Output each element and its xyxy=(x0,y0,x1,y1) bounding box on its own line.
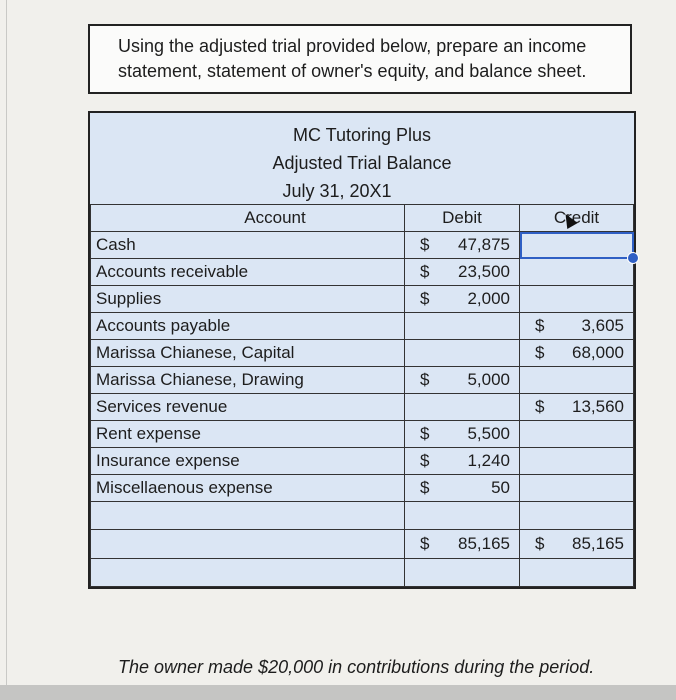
debit-cell-currency: $ xyxy=(420,478,430,497)
credit-cell-currency: $ xyxy=(535,343,545,362)
account-cell[interactable]: Marissa Chianese, Drawing xyxy=(91,367,405,394)
bottom-scrollbar[interactable] xyxy=(0,685,676,700)
account-cell[interactable]: Insurance expense xyxy=(91,448,405,475)
header-row xyxy=(91,205,634,232)
debit-cell-value: 50 xyxy=(491,478,510,497)
account-cell[interactable] xyxy=(91,530,405,559)
debit-cell-value: 5,500 xyxy=(467,424,510,443)
debit-cell[interactable] xyxy=(405,475,520,502)
table-row xyxy=(91,313,634,340)
instructions-box xyxy=(88,24,632,94)
debit-cell[interactable] xyxy=(405,394,520,421)
table-row xyxy=(91,340,634,367)
credit-cell[interactable] xyxy=(520,394,634,421)
credit-cell[interactable] xyxy=(520,448,634,475)
table-row xyxy=(91,475,634,502)
debit-cell[interactable] xyxy=(405,313,520,340)
debit-cell-currency: $ xyxy=(420,451,430,470)
account-cell[interactable]: Supplies xyxy=(91,286,405,313)
header-account[interactable]: Account xyxy=(91,205,405,232)
debit-cell-currency: $ xyxy=(420,262,430,281)
total-credit-cell[interactable] xyxy=(520,530,634,559)
table-row xyxy=(91,367,634,394)
sheet-title xyxy=(90,113,634,204)
debit-cell[interactable] xyxy=(405,340,520,367)
total-debit-cell-currency: $ xyxy=(420,534,430,553)
table-row xyxy=(91,394,634,421)
credit-cell[interactable] xyxy=(520,475,634,502)
company-name: MC Tutoring Plus xyxy=(292,125,432,145)
debit-cell[interactable] xyxy=(405,286,520,313)
total-debit-cell-value: 85,165 xyxy=(458,534,510,553)
account-cell[interactable]: Marissa Chianese, Capital xyxy=(91,340,405,367)
table-row xyxy=(91,259,634,286)
credit-cell[interactable] xyxy=(520,340,634,367)
debit-cell-currency: $ xyxy=(420,235,430,254)
table-row xyxy=(91,421,634,448)
debit-cell-value: 1,240 xyxy=(467,451,510,470)
table-row xyxy=(91,232,634,259)
total-debit-cell[interactable] xyxy=(405,530,520,559)
debit-cell-value: 23,500 xyxy=(458,262,510,281)
debit-cell-value: 2,000 xyxy=(467,289,510,308)
credit-cell[interactable] xyxy=(520,502,634,530)
credit-cell[interactable] xyxy=(520,232,634,259)
instructions-line-2: statement, statement of owner's equity, and balance sheet. xyxy=(118,61,587,81)
credit-cell-currency: $ xyxy=(535,316,545,335)
totals-row xyxy=(91,530,634,559)
credit-cell-currency: $ xyxy=(535,397,545,416)
credit-cell[interactable] xyxy=(520,421,634,448)
debit-cell-value: 5,000 xyxy=(467,370,510,389)
table-row xyxy=(91,286,634,313)
account-cell[interactable]: Rent expense xyxy=(91,421,405,448)
blank-row xyxy=(91,502,634,530)
credit-cell-value: 68,000 xyxy=(572,343,624,362)
account-cell[interactable] xyxy=(91,559,405,587)
credit-cell[interactable] xyxy=(520,367,634,394)
credit-cell[interactable] xyxy=(520,313,634,340)
debit-cell[interactable] xyxy=(405,502,520,530)
account-cell[interactable]: Cash xyxy=(91,232,405,259)
header-credit[interactable]: Credit xyxy=(520,205,634,232)
credit-cell[interactable] xyxy=(520,559,634,587)
account-cell[interactable]: Miscellaenous expense xyxy=(91,475,405,502)
credit-cell[interactable] xyxy=(520,286,634,313)
report-name: Adjusted Trial Balance xyxy=(272,153,452,173)
blank-row xyxy=(91,559,634,587)
fill-handle[interactable] xyxy=(627,252,639,264)
account-cell[interactable]: Accounts payable xyxy=(91,313,405,340)
instructions-line-1: Using the adjusted trial provided below, prepare an income xyxy=(118,36,587,56)
debit-cell-currency: $ xyxy=(420,370,430,389)
debit-cell[interactable] xyxy=(405,232,520,259)
account-cell[interactable] xyxy=(91,502,405,530)
contribution-note: The owner made $20,000 in contributions during the period. xyxy=(118,657,595,677)
debit-cell[interactable] xyxy=(405,559,520,587)
credit-cell-value: 3,605 xyxy=(581,316,624,335)
table-row xyxy=(91,448,634,475)
credit-cell[interactable] xyxy=(520,259,634,286)
screen-edge-line xyxy=(6,0,7,700)
debit-cell[interactable] xyxy=(405,259,520,286)
debit-cell-currency: $ xyxy=(420,424,430,443)
header-debit[interactable]: Debit xyxy=(405,205,520,232)
debit-cell[interactable] xyxy=(405,367,520,394)
report-date: July 31, 20X1 xyxy=(282,181,392,201)
total-credit-cell-currency: $ xyxy=(535,534,545,553)
debit-cell[interactable] xyxy=(405,448,520,475)
debit-cell[interactable] xyxy=(405,421,520,448)
trial-balance-sheet xyxy=(88,111,636,589)
trial-balance-table xyxy=(90,204,634,587)
total-credit-cell-value: 85,165 xyxy=(572,534,624,553)
account-cell[interactable]: Services revenue xyxy=(91,394,405,421)
account-cell[interactable]: Accounts receivable xyxy=(91,259,405,286)
debit-cell-currency: $ xyxy=(420,289,430,308)
credit-cell-value: 13,560 xyxy=(572,397,624,416)
debit-cell-value: 47,875 xyxy=(458,235,510,254)
